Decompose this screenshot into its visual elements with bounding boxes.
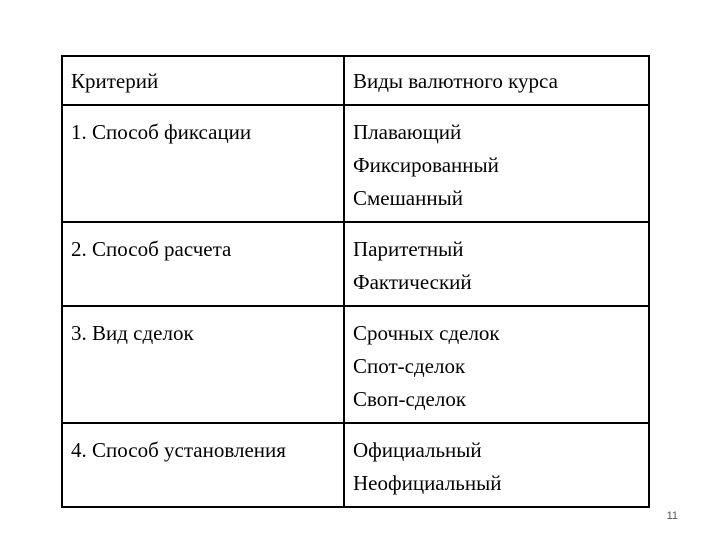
criterion-cell: 2. Способ расчета (62, 222, 344, 306)
table-row (62, 222, 649, 306)
type-item: Плавающий (353, 120, 462, 144)
types-cell (344, 222, 649, 306)
header-types-cell: Виды валютного курса (344, 56, 649, 105)
table-row (62, 105, 649, 222)
criterion-cell: 1. Способ фиксации (62, 105, 344, 222)
types-cell (344, 105, 649, 222)
type-item: Официальный (353, 438, 482, 462)
type-item: Фактический (353, 270, 472, 294)
page-number: 11 (666, 510, 678, 522)
type-item: Неофициальный (353, 471, 502, 495)
header-criterion-cell: Критерий (62, 56, 344, 105)
table-row (62, 423, 649, 507)
types-cell (344, 423, 649, 507)
type-item: Своп-сделок (353, 387, 467, 411)
type-item: Спот-сделок (353, 354, 466, 378)
criteria-table (61, 55, 650, 508)
type-item: Срочных сделок (353, 321, 500, 345)
type-item: Фиксированный (353, 153, 499, 177)
exchange-rate-types-table (61, 55, 648, 508)
criterion-cell: 4. Способ установления (62, 423, 344, 507)
table-row (62, 306, 649, 423)
table-header-row (62, 56, 649, 105)
type-item: Паритетный (353, 237, 464, 261)
type-item: Смешанный (353, 186, 463, 210)
criterion-cell: 3. Вид сделок (62, 306, 344, 423)
types-cell (344, 306, 649, 423)
